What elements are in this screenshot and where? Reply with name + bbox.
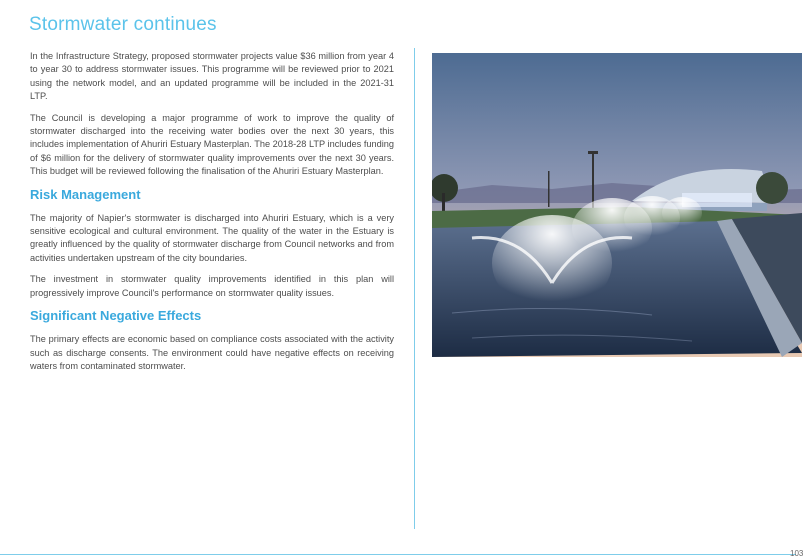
risk-paragraph-2: The investment in stormwater quality improvements identified in this plan will progressively improve Council's performance on stormwater quality issues. [30, 274, 394, 298]
negative-paragraph-1: The primary effects are economic based on compliance costs associated with the activity such as discharge consents. The environment could have negative effects on receiving waters from contaminated stormwater. [30, 334, 394, 371]
intro-paragraph-1: In the Infrastructure Strategy, proposed stormwater projects value $36 million from year 4 to year 30 to address stormwater issues. This programme will be reviewed prior to 2021 using the network model, and an updated programme will be included in the 2021-31 LTP. [30, 51, 394, 102]
fountain-photo-illustration [432, 53, 802, 357]
intro-paragraph-2: The Council is developing a major programme of work to improve the quality of stormwater discharged into the receiving water bodies over the next 30 years, this includes implementation of Ahuriri Estuary Masterplan. The 2018-28 LTP includes funding of $6 million for the delivery of stormwater quality improvements over the next 30 years. This budget will be reviewed following the finalisation of the Ahuriri Estuary Masterplan. [30, 112, 394, 177]
page-number: 103 [790, 549, 804, 558]
negative-effects-heading: Significant Negative Effects [30, 308, 202, 324]
footer-rule [0, 554, 796, 555]
risk-paragraph-1: The majority of Napier's stormwater is discharged into Ahuriri Estuary, which is a very sensitive ecological and cultural environment. The quality of the water in the Estuary is greatly influenced by the quality of stormwater discharge from Council networks and from activities undertaken upstream of the city boundaries. [30, 212, 394, 263]
page-title: Stormwater continues [29, 14, 217, 35]
left-column [30, 50, 394, 381]
risk-management-heading: Risk Management [30, 186, 141, 202]
column-divider [414, 48, 415, 529]
fountain-photo [432, 53, 802, 357]
